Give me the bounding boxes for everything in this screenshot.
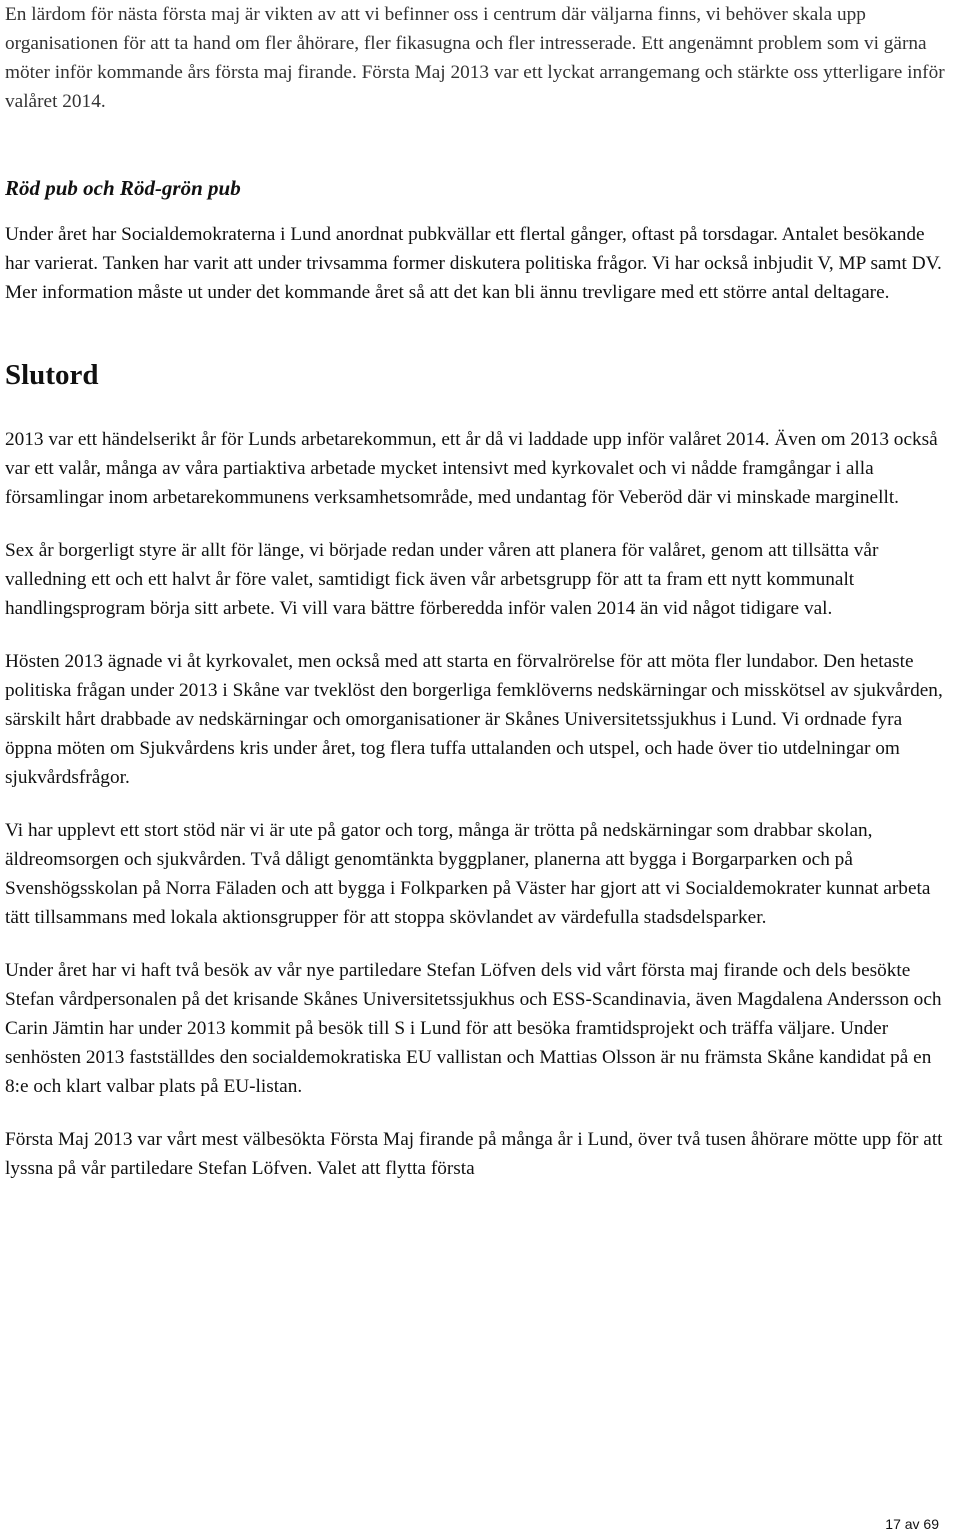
slutord-paragraph-4: Vi har upplevt ett stort stöd när vi är ute på gator och torg, många är trötta på nedskärningar som drabbar skolan, äldreomsorgen och sjukvården. Två dåligt genomtänkta byggplaner, planerna att bygga i Borgarparken och på Svenshögsskolan på Norra Fäladen och att bygga i Folkparken på Väster har gjort att vi Socialdemokrater kunnat arbeta tätt tillsammans med lokala aktionsgrupper för att stoppa skövlandet av värdefulla stadsdelsparker. [5, 820, 931, 929]
intro-paragraph: En lärdom för nästa första maj är vikten av att vi befinner oss i centrum där väljarna finns, vi behöver skala upp organisationen för att ta hand om fler åhörare, fler fikasugna och fler intresserade. Ett angenämnt problem som vi gärna möter inför kommande års första maj firande. Första Maj 2013 var ett lyckat arrangemang och stärkte oss ytterligare inför valåret 2014. [5, 4, 945, 112]
slutord-paragraph-1: 2013 var ett händelserikt år för Lunds arbetarekommun, ett år då vi laddade upp inför valåret 2014. Även om 2013 också var ett valår, många av våra partiaktiva arbetade mycket intensivt med kyrkovalet och vi nådde framgångar i alla församlingar inom arbetarekommunens verksamhetsområde, med undantag för Veberöd där vi minskade marginellt. [5, 429, 938, 509]
slutord-paragraph-2: Sex år borgerligt styre är allt för länge, vi började redan under våren att planera för valåret, genom att tillsätta vår valledning ett och ett halvt år före valet, samtidigt fick även vår arbetsgrupp för att ta fram ett nytt kommunalt handlingsprogram börja sitt arbete. Vi vill vara bättre förberedda inför valen 2014 än vid något tidigare val. [5, 540, 879, 620]
slutord-paragraph-6: Första Maj 2013 var vårt mest välbesökta Första Maj firande på många år i Lund, över två tusen åhörare mötte upp för att lyssna på vår partiledare Stefan Löfven. Valet att flytta första [5, 1129, 943, 1180]
pub-heading: Röd pub och Röd-grön pub [5, 176, 241, 200]
slutord-heading: Slutord [5, 359, 99, 392]
slutord-paragraph-3: Hösten 2013 ägnade vi åt kyrkovalet, men också med att starta en förvalrörelse för att möta fler lundabor. Den hetaste politiska frågan under 2013 i Skåne var tveklöst den borgerliga femklöverns nedskärningar och misskötsel av sjukvården, särskilt hårt drabbade av nedskärningar och omorganisationer är Skånes Universitetssjukhus i Lund. Vi ordnade fyra öppna möten om Sjukvårdens kris under året, tog flera tuffa uttalanden och utspel, och hade över tio utdelningar om sjukvårdsfrågor. [5, 651, 943, 789]
page-number: 17 av 69 [885, 1516, 939, 1532]
slutord-paragraph-5: Under året har vi haft två besök av vår nye partiledare Stefan Löfven dels vid vårt första maj firande och dels besökte Stefan vårdpersonalen på det krisande Skånes Universitetssjukhus och ESS-Scandinavia, även Magdalena Andersson och Carin Jämtin har under 2013 kommit på besök till S i Lund för att besöka framtidsprojekt och träffa väljare. Under senhösten 2013 fastställdes den socialdemokratiska EU vallistan och Mattias Olsson är nu främsta Skåne kandidat på en 8:e och klart valbar plats på EU-listan. [5, 960, 942, 1098]
pub-paragraph: Under året har Socialdemokraterna i Lund anordnat pubkvällar ett flertal gånger, oftast på torsdagar. Antalet besökande har varierat. Tanken har varit att under trivsamma former diskutera politiska frågor. Vi har också inbjudit V, MP samt DV. Mer information måste ut under det kommande året så att det kan bli ännu trevligare med ett större antal deltagare. [5, 224, 942, 304]
document-page [5, 0, 950, 1207]
